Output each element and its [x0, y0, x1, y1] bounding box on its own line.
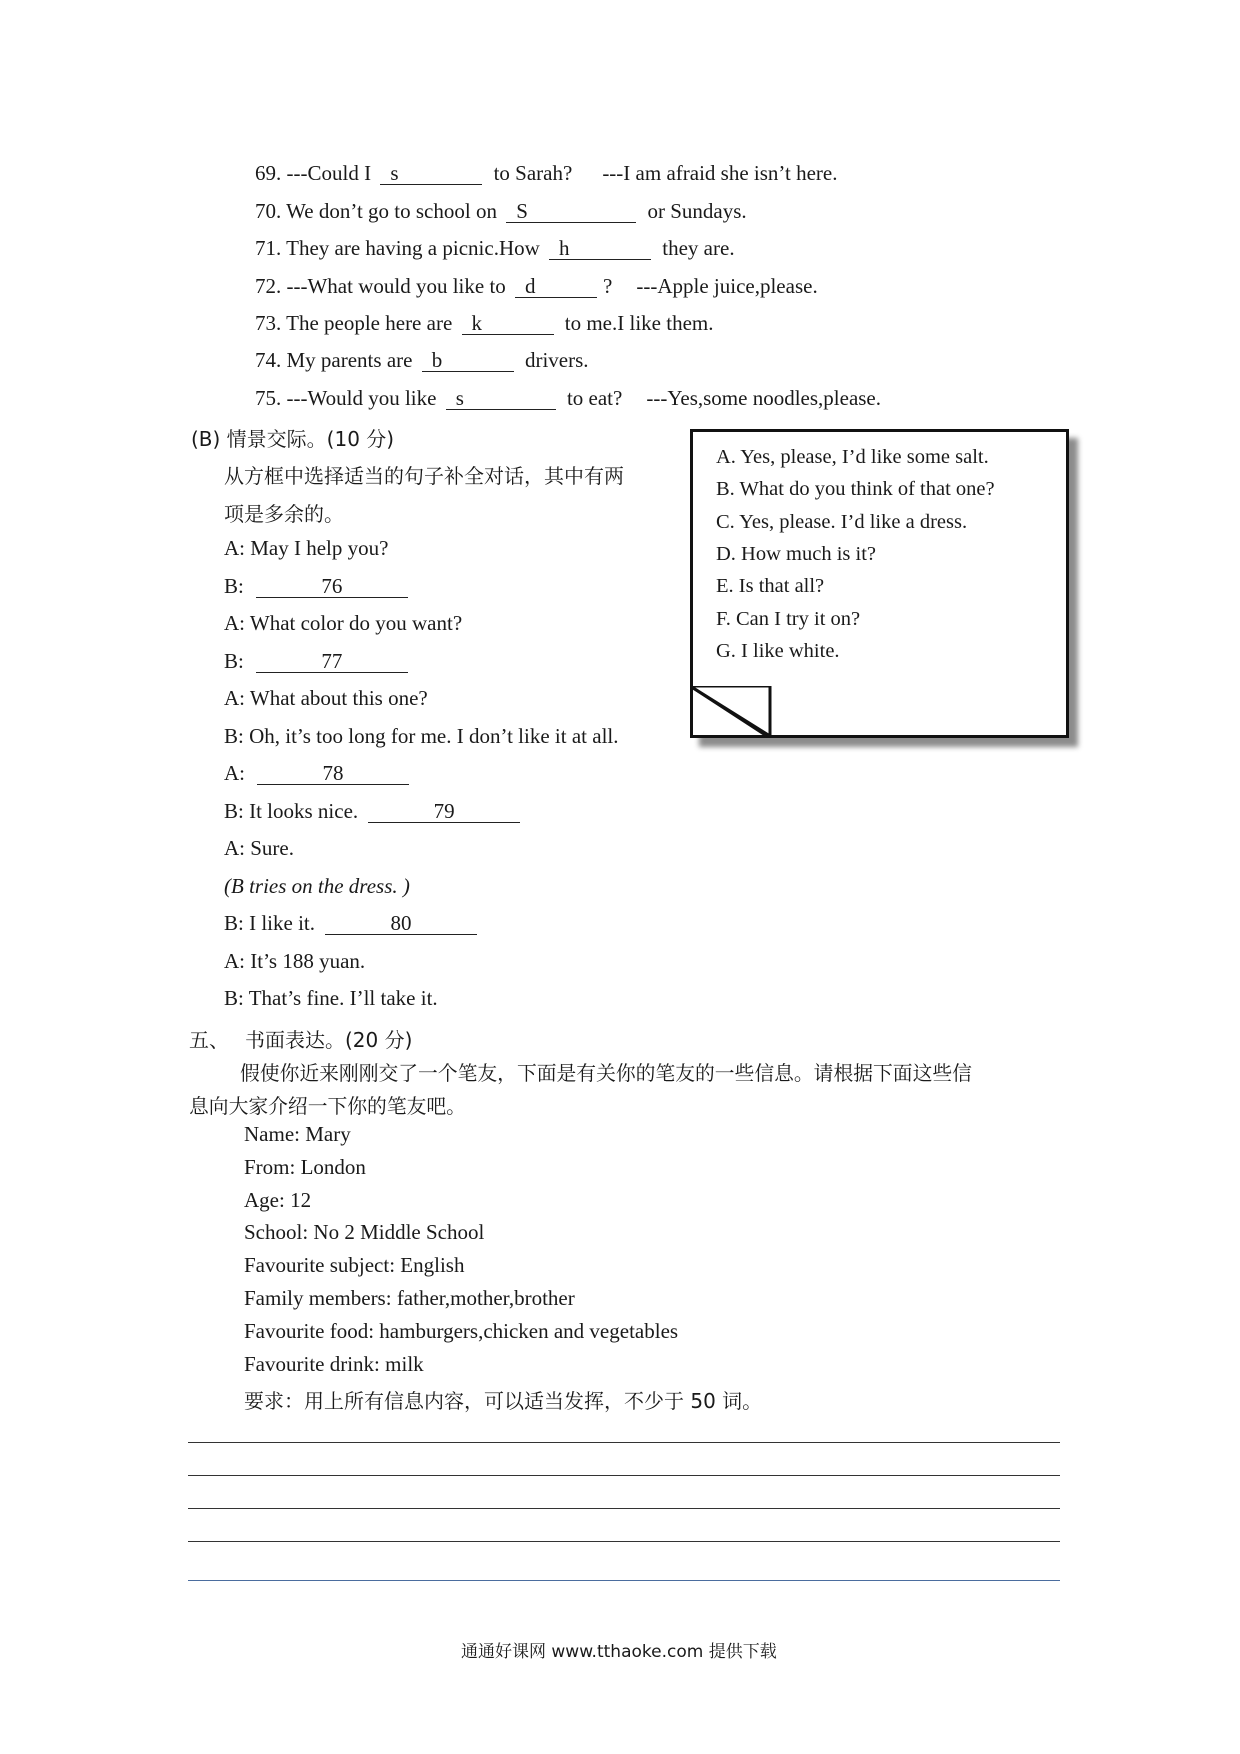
writing-line[interactable] — [188, 1475, 1060, 1476]
footer-text: 通通好课网 www.tthaoke.com 提供下载 — [461, 1642, 777, 1662]
question-71 — [255, 236, 735, 261]
answer-blank: s — [380, 162, 482, 185]
answer-blank: s — [446, 387, 556, 410]
dialogue-line: A: What about this one? — [224, 686, 428, 710]
speaker-label: B: — [224, 649, 244, 673]
dialogue-line — [224, 574, 408, 599]
option-d: D. How much is it? — [716, 543, 876, 565]
option-a: A. Yes, please, I’d like some salt. — [716, 446, 989, 468]
dialogue-line: A: It’s 188 yuan. — [224, 949, 366, 973]
dialogue-line: B: Oh, it’s too long for me. I don’t like it at all. — [224, 724, 619, 748]
question-72 — [255, 274, 818, 299]
writing-line[interactable] — [188, 1541, 1060, 1542]
question-reply: ---Yes,some noodles,please. — [646, 386, 882, 410]
question-text: drivers. — [519, 348, 589, 372]
question-text: or Sundays. — [642, 199, 747, 223]
question-75 — [255, 386, 881, 411]
question-text: 69. ---Could I — [255, 161, 377, 185]
dialogue-line — [224, 761, 409, 786]
dialogue-line — [224, 799, 520, 824]
dialogue-line — [224, 911, 477, 936]
info-item: Name: Mary — [244, 1122, 351, 1146]
speaker-label: B: — [224, 574, 244, 598]
option-c: C. Yes, please. I’d like a dress. — [716, 511, 968, 533]
dialogue-text: B: It looks nice. — [224, 799, 359, 823]
question-text: 73. The people here are — [255, 311, 458, 335]
question-73 — [255, 311, 713, 336]
dialogue-line — [224, 649, 408, 674]
answer-blank: b — [422, 349, 514, 372]
info-item: Age: 12 — [244, 1188, 312, 1212]
info-item: Favourite drink: milk — [244, 1352, 424, 1376]
stage-direction: (B tries on the dress. ) — [224, 874, 410, 898]
question-text: 70. We don’t go to school on — [255, 199, 503, 223]
info-item: From: London — [244, 1155, 366, 1179]
info-item: Favourite food: hamburgers,chicken and vegetables — [244, 1319, 679, 1343]
dialogue-line: B: That’s fine. I’ll take it. — [224, 986, 438, 1010]
question-74 — [255, 348, 589, 373]
info-item: School: No 2 Middle School — [244, 1220, 485, 1244]
dialogue-text: B: I like it. — [224, 911, 315, 935]
option-e: E. Is that all? — [716, 575, 825, 597]
option-g: G. I like white. — [716, 640, 840, 662]
question-70 — [255, 199, 747, 224]
question-69 — [255, 161, 838, 186]
section-b-heading: (B) 情景交际。(10 分) — [191, 427, 395, 451]
question-text: to Sarah? — [488, 161, 573, 185]
question-text: 72. ---What would you like to — [255, 274, 512, 298]
answer-blank: k — [462, 312, 554, 335]
section-title: 书面表达。(20 分) — [245, 1028, 413, 1052]
writing-prompt: 假使你近来刚刚交了一个笔友，下面是有关你的笔友的一些信息。请根据下面这些信 — [240, 1062, 972, 1085]
speaker-label: A: — [224, 761, 245, 785]
info-item: Family members: father,mother,brother — [244, 1286, 575, 1310]
answer-blank: S — [506, 200, 636, 223]
question-text: to me.I like them. — [559, 311, 714, 335]
writing-prompt: 息向大家介绍一下你的笔友吧。 — [189, 1095, 466, 1118]
dialogue-line: A: What color do you want? — [224, 611, 463, 635]
options-box — [690, 429, 1069, 738]
writing-line[interactable] — [188, 1580, 1060, 1581]
answer-blank: d — [515, 275, 597, 298]
question-text: they are. — [657, 236, 735, 260]
question-text: 71. They are having a picnic.How — [255, 236, 546, 260]
question-reply: ---I am afraid she isn’t here. — [602, 161, 838, 185]
writing-requirement: 要求：用上所有信息内容，可以适当发挥，不少于 50 词。 — [244, 1389, 763, 1413]
writing-line[interactable] — [188, 1508, 1060, 1509]
page-fold-icon — [690, 686, 772, 738]
section-b-instruction: 从方框中选择适当的句子补全对话，其中有两 — [224, 464, 624, 488]
section-5-heading — [189, 1024, 412, 1053]
section-b-instruction: 项是多余的。 — [224, 502, 344, 526]
answer-blank-80: 80 — [325, 912, 477, 935]
question-reply: ---Apple juice,please. — [636, 274, 818, 298]
section-number: 五、 — [189, 1028, 229, 1052]
question-text: 74. My parents are — [255, 348, 418, 372]
answer-blank: h — [549, 237, 651, 260]
question-text: to eat? — [561, 386, 623, 410]
answer-blank-76: 76 — [256, 575, 408, 598]
question-text: 75. ---Would you like — [255, 386, 442, 410]
answer-blank-79: 79 — [368, 800, 520, 823]
writing-line[interactable] — [188, 1442, 1060, 1443]
dialogue-line: A: Sure. — [224, 836, 294, 860]
answer-blank-77: 77 — [256, 650, 408, 673]
info-item: Favourite subject: English — [244, 1253, 465, 1277]
option-b: B. What do you think of that one? — [716, 478, 995, 500]
answer-blank-78: 78 — [257, 762, 409, 785]
option-f: F. Can I try it on? — [716, 608, 861, 630]
question-text: ? — [603, 274, 613, 298]
dialogue-line: A: May I help you? — [224, 536, 389, 560]
